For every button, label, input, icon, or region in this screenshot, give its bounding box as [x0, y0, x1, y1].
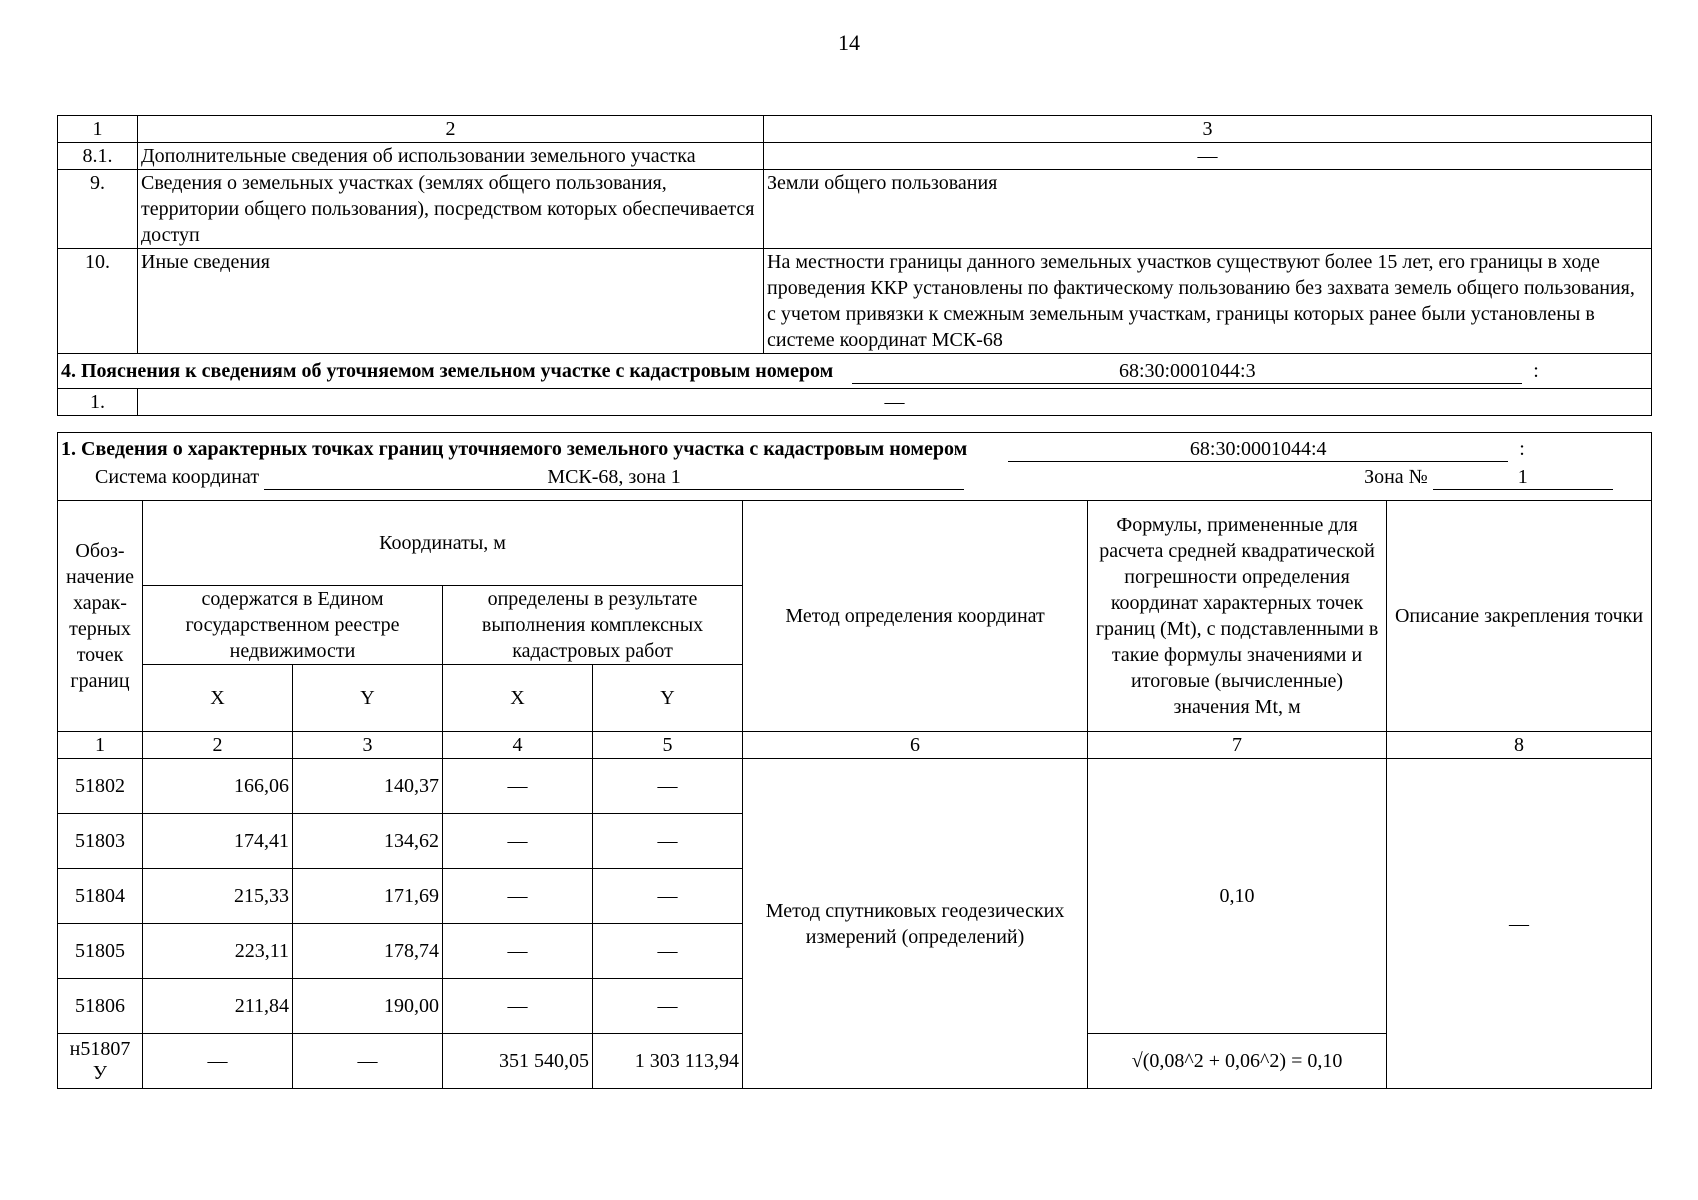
column-number: 8 [1387, 732, 1652, 759]
point-id: 51802 [58, 759, 143, 814]
row-value: На местности границы данного земельных участков существуют более 15 лет, его границы в ходе проведения ККР установлены по фактическому пользованию без захвата земель общего пользования, с учетом привязки к смежным земельным участкам, границы которых ранее были установлены в системе координат МСК-68 [764, 249, 1652, 354]
kkr-y: — [593, 759, 743, 814]
section4-header [58, 354, 1652, 389]
row-label: Иные сведения [138, 249, 764, 354]
kkr-y: — [593, 814, 743, 869]
egrn-y: 190,00 [293, 979, 443, 1034]
kkr-y: 1 303 113,94 [593, 1034, 743, 1089]
kkr-x: — [443, 979, 593, 1034]
column-number: 7 [1088, 732, 1387, 759]
x-header: X [143, 665, 293, 732]
fixing-description-header: Описание закрепления точки [1387, 501, 1652, 732]
header-cell: 1 [58, 116, 138, 143]
mt-value: 0,10 [1088, 759, 1387, 1034]
method-value: Метод спутниковых геодезических измерений (определений) [743, 759, 1088, 1089]
row-value: Земли общего пользования [764, 170, 1652, 249]
column-number: 5 [593, 732, 743, 759]
coord-system-label: Система координат [95, 466, 260, 488]
egrn-y: 171,69 [293, 869, 443, 924]
formulas-header: Формулы, примененные для расчета средней квадратической погрешности определения координат характерных точек границ (Mt), с подставленными в такие формулы значениями и итоговые (вычисленные) значения Mt, м [1088, 501, 1387, 732]
egrn-x: 166,06 [143, 759, 293, 814]
row-number: 8.1. [58, 143, 138, 170]
point-id: 51805 [58, 924, 143, 979]
point-id: 51806 [58, 979, 143, 1034]
kkr-y: — [593, 979, 743, 1034]
column-number: 3 [293, 732, 443, 759]
egrn-x: 223,11 [143, 924, 293, 979]
section4-cadastral-number: 68:30:0001044:3 [852, 359, 1522, 384]
point-id: н51807 У [58, 1034, 143, 1089]
land-info-table [57, 115, 1652, 416]
column-number: 6 [743, 732, 1088, 759]
section4-colon: : [1533, 360, 1539, 382]
column-numbers-row [58, 732, 1652, 759]
page-number: 14 [838, 30, 860, 55]
egrn-y: 178,74 [293, 924, 443, 979]
row-value: — [764, 143, 1652, 170]
section4-title: 4. Пояснения к сведениям об уточняемом земельном участке с кадастровым номером [61, 360, 834, 382]
points-section-title: 1. Сведения о характерных точках границ уточняемого земельного участка с кадастровым номером [61, 438, 968, 460]
points-cadastral-number: 68:30:0001044:4 [1008, 437, 1508, 462]
table-row [58, 170, 1652, 249]
points-section-header [57, 432, 1652, 500]
y-header: Y [593, 665, 743, 732]
kkr-x: — [443, 814, 593, 869]
x-header: X [443, 665, 593, 732]
egrn-x: 174,41 [143, 814, 293, 869]
y-header: Y [293, 665, 443, 732]
point-designation-header: Обоз-начение харак-терных точек границ [58, 501, 143, 732]
row-label: Сведения о земельных участках (землях общего пользования, территории общего пользования), посредством которых обеспечивается доступ [138, 170, 764, 249]
kkr-x: — [443, 924, 593, 979]
table-row [58, 143, 1652, 170]
egrn-y: 140,37 [293, 759, 443, 814]
egrn-y: — [293, 1034, 443, 1089]
point-id: 51803 [58, 814, 143, 869]
egrn-coords-header: содержатся в Едином государственном реестре недвижимости [143, 586, 443, 665]
kkr-y: — [593, 869, 743, 924]
coordinates-header: Координаты, м [143, 501, 743, 586]
kkr-x: — [443, 759, 593, 814]
column-number: 2 [143, 732, 293, 759]
row-number: 10. [58, 249, 138, 354]
coord-system-value: МСК-68, зона 1 [264, 465, 964, 490]
kkr-y: — [593, 924, 743, 979]
zone-label: Зона № [1364, 466, 1428, 488]
egrn-y: 134,62 [293, 814, 443, 869]
section4-row [58, 354, 1652, 389]
egrn-x: — [143, 1034, 293, 1089]
header-cell: 2 [138, 116, 764, 143]
kkr-coords-header: определены в результате выполнения комплексных кадастровых работ [443, 586, 743, 665]
egrn-x: 215,33 [143, 869, 293, 924]
row-label: Дополнительные сведения об использовании земельного участка [138, 143, 764, 170]
row-number: 9. [58, 170, 138, 249]
table-header-row [58, 116, 1652, 143]
method-header: Метод определения координат [743, 501, 1088, 732]
row-number: 1. [58, 389, 138, 416]
egrn-x: 211,84 [143, 979, 293, 1034]
column-number: 1 [58, 732, 143, 759]
mt-formula: √(0,08^2 + 0,06^2) = 0,10 [1088, 1034, 1387, 1089]
zone-value: 1 [1433, 465, 1613, 490]
table-row [58, 759, 1652, 814]
fixing-description-value: — [1387, 759, 1652, 1089]
points-title-cell [58, 433, 1652, 501]
table-row [58, 389, 1652, 416]
boundary-points-table [57, 500, 1652, 1089]
column-number: 4 [443, 732, 593, 759]
table-row [58, 249, 1652, 354]
header-cell: 3 [764, 116, 1652, 143]
points-colon: : [1519, 438, 1525, 460]
kkr-x: 351 540,05 [443, 1034, 593, 1089]
point-id: 51804 [58, 869, 143, 924]
row-value: — [138, 389, 1652, 416]
kkr-x: — [443, 869, 593, 924]
